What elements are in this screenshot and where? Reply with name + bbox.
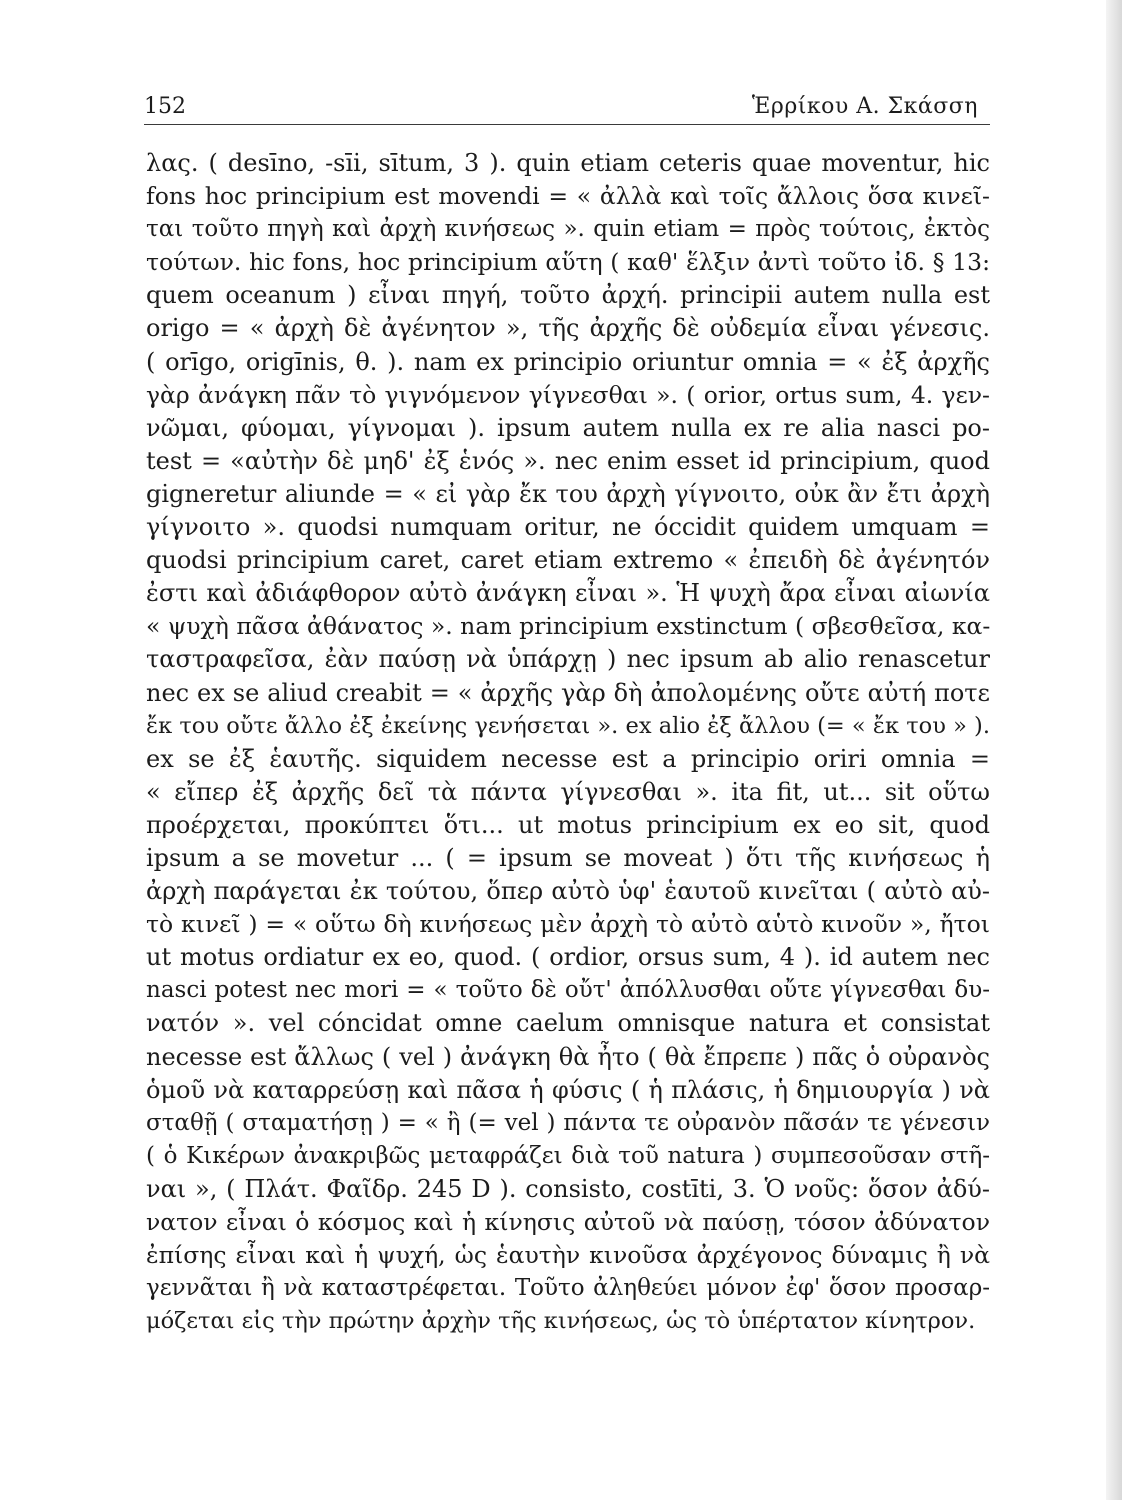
text-line: προέρχεται, προκύπτει ὅτι... ut motus principium ex eo sit, quod [146, 810, 990, 839]
running-head [144, 90, 990, 125]
text-line: ex se ἐξ ἑαυτῆς. siquidem necesse est a principio oriri omnia = [146, 744, 990, 773]
text-line: ( ὁ Κικέρων ἀνακριβῶς μεταφράζει διὰ τοῦ natura ) συμπεσοῦσαν στῆ- [146, 1142, 990, 1169]
text-line: nasci potest nec mori = « τοῦτο δὲ οὔτ' ἀπόλλυσθαι οὔτε γίγνεσθαι δυ- [146, 977, 990, 1004]
text-line: νατόν ». vel cóncidat omne caelum omnisque natura et consistat [146, 1009, 990, 1038]
text-line: ἐπίσης εἶναι καὶ ἡ ψυχή, ὡς ἑαυτὴν κινοῦσα ἀρχέγονος δύναμις ἢ νὰ [146, 1241, 990, 1270]
text-line: νατον εἶναι ὁ κόσμος καὶ ἡ κίνησις αὐτοῦ νὰ παύσῃ, τόσον ἀδύνατον [146, 1208, 990, 1236]
text-line: ipsum a se movetur ... ( = ipsum se moveat ) ὅτι τῆς κινήσεως ἡ [146, 843, 990, 872]
text-line: ται τοῦτο πηγὴ καὶ ἀρχὴ κινήσεως ». quin etiam = πρὸς τούτοις, ἐκτὸς [146, 216, 990, 243]
text-line: ( orīgo, origīnis, θ. ). nam ex principio oriuntur omnia = « ἐξ ἀρχῆς [146, 347, 990, 376]
commentary-text [144, 147, 990, 1338]
text-line: quodsi principium caret, caret etiam extremo « ἐπειδὴ δὲ ἀγένητόν [146, 546, 990, 575]
text-line: τὸ κινεῖ ) = « οὕτω δὴ κινήσεως μὲν ἀρχὴ τὸ αὐτὸ αὑτὸ κινοῦν », ἤτοι [146, 910, 990, 939]
text-line: « εἴπερ ἐξ ἀρχῆς δεῖ τὰ πάντα γίγνεσθαι ». ita fit, ut... sit οὕτω [146, 777, 990, 806]
text-line: τούτων. hic fons, hoc principium αὕτη ( καθ' ἕλξιν ἀντὶ τοῦτο ἰδ. § 13: [146, 248, 990, 277]
text-line: ut motus ordiatur ex eo, quod. ( ordior, orsus sum, 4 ). id autem nec [146, 943, 990, 972]
text-line: μόζεται εἰς τὴν πρώτην ἀρχὴν τῆς κινήσεως, ὡς τὸ ὑπέρτατον κίνητρον. [146, 1308, 976, 1335]
text-line: fons hoc principium est movendi = « ἀλλὰ καὶ τοῖς ἄλλοις ὅσα κινεῖ- [146, 182, 990, 211]
text-line: γὰρ ἀνάγκη πᾶν τὸ γιγνόμενον γίγνεσθαι ». ( orior, ortus sum, 4. γεν- [146, 380, 990, 409]
text-line: ὁμοῦ νὰ καταρρεύσῃ καὶ πᾶσα ἡ φύσις ( ἡ πλάσις, ἡ δημιουργία ) νὰ [146, 1075, 990, 1104]
text-line: ναι », ( Πλάτ. Φαῖδρ. 245 D ). consisto, costīti, 3. Ὁ νοῦς: ὅσον ἀδύ- [146, 1174, 990, 1203]
text-line: ταστραφεῖσα, ἐὰν παύσῃ νὰ ὑπάρχῃ ) nec ipsum ab alio renascetur [146, 645, 990, 674]
text-line: gigneretur aliunde = « εἰ γὰρ ἔκ του ἀρχὴ γίγνοιτο, οὐκ ἂν ἔτι ἀρχὴ [146, 479, 990, 508]
text-line: γεννᾶται ἢ νὰ καταστρέφεται. Τοῦτο ἀληθεύει μόνον ἐφ' ὅσον προσαρ- [146, 1275, 990, 1302]
text-line: σταθῇ ( σταματήσῃ ) = « ἢ (= vel ) πάντα τε οὐρανὸν πᾶσάν τε γένεσιν [146, 1109, 990, 1136]
text-line: ἔκ του οὔτε ἄλλο ἐξ ἐκείνης γενήσεται ». ex alio ἐξ ἄλλου (= « ἔκ του » ). [146, 712, 990, 739]
text-line: test = «αὐτὴν δὲ μηδ' ἐξ ἑνός ». nec enim esset id principium, quod [146, 446, 990, 475]
page-edge-shadow [1106, 0, 1122, 1500]
text-line: ἀρχὴ παράγεται ἐκ τούτου, ὅπερ αὐτὸ ὑφ' ἑαυτοῦ κινεῖται ( αὐτὸ αὐ- [146, 877, 990, 906]
book-page [144, 90, 990, 1338]
text-line: γίγνοιτο ». quodsi numquam oritur, ne óccidit quidem umquam = [146, 513, 990, 542]
running-head-author: Ἑρρίκου Α. Σκάσση [751, 94, 978, 119]
text-line: νῶμαι, φύομαι, γίγνομαι ). ipsum autem nulla ex re alia nasci po- [146, 413, 990, 442]
page-number: 152 [144, 94, 186, 119]
text-line: necesse est ἄλλως ( vel ) ἀνάγκη θὰ ἦτο ( θὰ ἔπρεπε ) πᾶς ὁ οὐρανὸς [146, 1042, 990, 1071]
text-line: « ψυχὴ πᾶσα ἀθάνατος ». nam principium exstinctum ( σβεσθεῖσα, κα- [146, 612, 990, 641]
text-line: quem oceanum ) εἶναι πηγή, τοῦτο ἀρχή. principii autem nulla est [146, 281, 990, 310]
text-line: nec ex se aliud creabit = « ἀρχῆς γὰρ δὴ ἀπολομένης οὔτε αὐτή ποτε [146, 678, 990, 707]
text-line: ἐστι καὶ ἀδιάφθορον αὐτὸ ἀνάγκη εἶναι ». Ἡ ψυχὴ ἄρα εἶναι αἰωνία [146, 579, 990, 608]
text-line: λας. ( desīno, -sīi, sītum, 3 ). quin etiam ceteris quae moventur, hic [146, 149, 990, 177]
text-line: origo = « ἀρχὴ δὲ ἀγένητον », τῆς ἀρχῆς δὲ οὐδεμία εἶναι γένεσις. [146, 314, 990, 343]
